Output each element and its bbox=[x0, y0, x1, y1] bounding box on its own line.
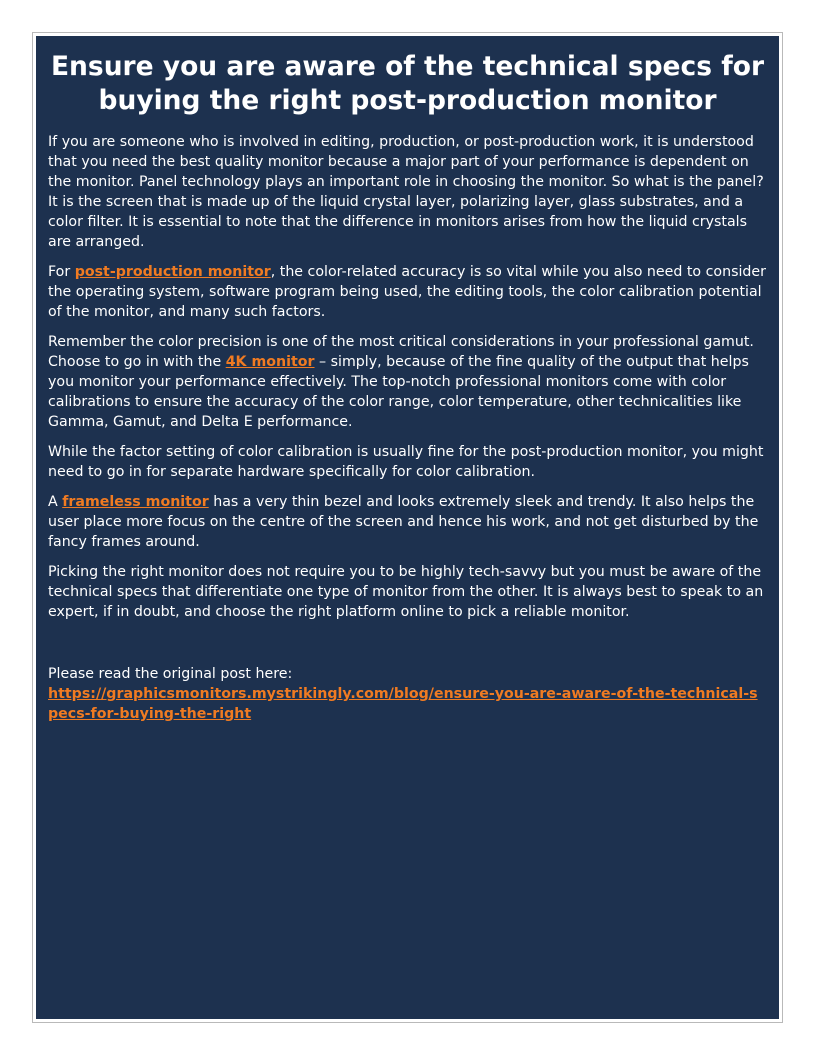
article-title: Ensure you are aware of the technical specs for buying the right post-production monitor bbox=[50, 51, 765, 116]
source-url-link[interactable]: https://graphicsmonitors.mystrikingly.com/blog/ensure-you-are-aware-of-the-technical-specs-for-buying-the-right bbox=[48, 686, 758, 722]
article-panel bbox=[36, 36, 779, 1019]
source-block bbox=[48, 664, 767, 724]
4k-monitor-link[interactable]: 4K monitor bbox=[225, 354, 315, 370]
paragraph-conclusion: Picking the right monitor does not require you to be highly tech-savvy but you must be aware of the technical specs that differentiate one type of monitor from the other. It is always best to speak to an expert, if in doubt, and choose the right platform online to pick a reliable monitor. bbox=[48, 564, 764, 620]
frameless-monitor-link[interactable]: frameless monitor bbox=[62, 494, 209, 510]
paragraph-calibration: While the factor setting of color calibration is usually fine for the post-production monitor, you might need to go in for separate hardware specifically for color calibration. bbox=[48, 444, 764, 480]
paragraph-intro: If you are someone who is involved in editing, production, or post-production work, it is understood that you need the best quality monitor because a major part of your performance is dependent on the monitor. Panel technology plays an important role in choosing the monitor. So what is the panel? It is the screen that is made up of the liquid crystal layer, polarizing layer, glass substrates, and a color filter. It is essential to note that the difference in monitors arises from how the liquid crystals are arranged. bbox=[48, 134, 764, 250]
paragraph-text: For bbox=[48, 264, 75, 280]
spacer bbox=[48, 632, 767, 664]
paragraph-text: Remember the color precision is one of the most critical considerations in your professional gamut. Choose to go in with the bbox=[48, 334, 754, 370]
paragraph-post-production bbox=[48, 262, 767, 322]
page-frame bbox=[32, 32, 783, 1023]
paragraph-frameless bbox=[48, 492, 767, 552]
paragraph-text: A bbox=[48, 494, 63, 510]
source-label: Please read the original post here: bbox=[48, 666, 293, 682]
paragraph-text: has a very thin bezel and looks extremely sleek and trendy. It also helps the user place more focus on the centre of the screen and hence his work, and not get disturbed by the fancy frames around. bbox=[48, 494, 759, 550]
post-production-monitor-link[interactable]: post-production monitor bbox=[74, 264, 271, 280]
paragraph-text: , the color-related accuracy is so vital while you also need to consider the operating system, software program being used, the editing tools, the color calibration potential of the monitor, and many such factors. bbox=[48, 264, 766, 320]
paragraph-color-precision bbox=[48, 332, 767, 432]
paragraph-text: – simply, because of the fine quality of the output that helps you monitor your performance effectively. The top-notch professional monitors come with color calibrations to ensure the accuracy of the color range, color temperature, other technicalities like Gamma, Gamut, and Delta E performance. bbox=[48, 354, 749, 430]
